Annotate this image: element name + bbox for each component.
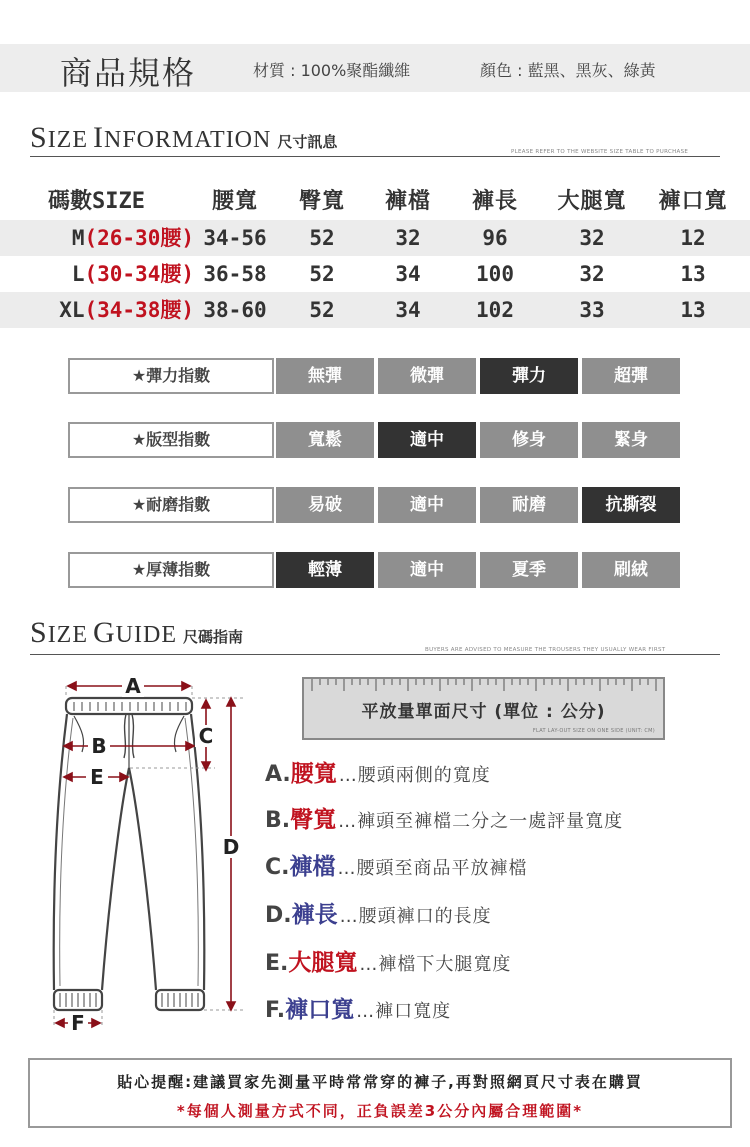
index-row-elasticity [68, 358, 680, 394]
hem-cell: 13 [680, 298, 706, 322]
index-option: 彈力 [480, 358, 578, 394]
index-option: 緊身 [582, 422, 680, 458]
thigh-cell: 32 [579, 262, 605, 286]
ruler-title: 平放量單面尺寸 (單位 : 公分) [361, 702, 606, 722]
index-option: 無彈 [276, 358, 374, 394]
reminder-box [28, 1058, 732, 1128]
header-length: 褲長 [471, 189, 518, 214]
size-guide-cn: 尺碼指南 [183, 628, 244, 646]
header-hem: 褲口寬 [658, 189, 728, 214]
size-guide-divider [30, 654, 720, 655]
length-cell: 100 [476, 262, 514, 286]
trousers-outline [54, 698, 205, 1010]
rise-cell: 32 [395, 226, 421, 250]
ruler-note: FLAT LAY-OUT SIZE ON ONE SIDE (UNIT: CM) [532, 728, 655, 734]
waist-cell: 36-58 [203, 262, 267, 286]
size-information-divider [30, 156, 720, 157]
size-guide-note: BUYERS ARE ADVISED TO MEASURE THE TROUSERS THEY USUALLY WEAR FIRST [425, 647, 666, 653]
letter-e: E [90, 765, 104, 789]
index-option: 夏季 [480, 552, 578, 588]
length-cell: 102 [476, 298, 514, 322]
length-cell: 96 [482, 226, 508, 250]
waist-cell: 34-56 [203, 226, 267, 250]
size-table [0, 184, 750, 328]
index-option: 微彈 [378, 358, 476, 394]
index-option: 適中 [378, 422, 476, 458]
size-guide-title: SIZE GUIDE [30, 616, 177, 649]
letter-c: C [198, 724, 214, 748]
table-row [0, 256, 750, 292]
index-option: 超彈 [582, 358, 680, 394]
rise-cell: 34 [395, 298, 421, 322]
guide-item-f: F.褲口寬 …褲口寬度 [265, 997, 452, 1023]
letter-d: D [222, 835, 240, 859]
index-row-fit [68, 422, 680, 458]
header-thigh: 大腿寬 [557, 189, 627, 214]
index-option: 耐磨 [480, 487, 578, 523]
header-waist: 腰寬 [211, 189, 258, 214]
spec-material: 材質 : 100%聚酯纖維 [253, 61, 411, 80]
trousers-diagram [30, 660, 250, 1040]
table-row [0, 220, 750, 256]
size-cell: XL(34-38腰) [59, 298, 194, 322]
index-label: ★彈力指數 [68, 358, 274, 394]
letter-b: B [91, 734, 107, 758]
hip-cell: 52 [309, 226, 335, 250]
guide-item-c: C.褲檔 …腰頭至商品平放褲檔 [265, 854, 528, 880]
header-size: 碼數SIZE [48, 189, 145, 214]
hip-cell: 52 [309, 262, 335, 286]
size-information-note: PLEASE REFER TO THE WEBSITE SIZE TABLE TO PURCHASE [511, 149, 689, 155]
ruler-ticks [308, 679, 660, 693]
guide-item-d: D.褲長 …腰頭褲口的長度 [265, 902, 492, 928]
index-label: ★厚薄指數 [68, 552, 274, 588]
guide-item-b: B.臀寬 …褲頭至褲檔二分之一處評量寬度 [265, 807, 624, 833]
spec-colors: 顏色 : 藍黑、黑灰、綠黃 [480, 61, 656, 80]
index-row-durability [68, 487, 680, 523]
size-guide-heading [30, 616, 243, 650]
ruler-box [302, 677, 665, 740]
size-cell: L(30-34腰) [71, 262, 194, 286]
size-information-heading [30, 121, 337, 155]
header-hip: 臀寬 [298, 189, 345, 214]
reminder-line-1: 貼心提醒:建議買家先測量平時常常穿的褲子,再對照網頁尺寸表在購買 [117, 1073, 643, 1091]
index-row-thickness [68, 552, 680, 588]
hem-cell: 12 [680, 226, 706, 250]
size-cell: M(26-30腰) [71, 226, 194, 250]
size-information-title: SIZE INFORMATION [30, 121, 272, 154]
table-row [0, 292, 750, 328]
index-option: 修身 [480, 422, 578, 458]
index-label: ★耐磨指數 [68, 487, 274, 523]
index-option: 適中 [378, 552, 476, 588]
index-option: 輕薄 [276, 552, 374, 588]
waist-cell: 38-60 [203, 298, 267, 322]
index-option: 寬鬆 [276, 422, 374, 458]
hip-cell: 52 [309, 298, 335, 322]
hem-cell: 13 [680, 262, 706, 286]
rise-cell: 34 [395, 262, 421, 286]
guide-item-a: A.腰寬 …腰頭兩側的寬度 [265, 761, 491, 787]
letter-f: F [71, 1011, 85, 1035]
index-option: 易破 [276, 487, 374, 523]
index-option: 抗撕裂 [582, 487, 680, 523]
header-rise: 褲檔 [384, 189, 431, 214]
guide-item-e: E.大腿寬 …褲檔下大腿寬度 [265, 950, 512, 976]
letter-a: A [125, 674, 141, 698]
thigh-cell: 33 [579, 298, 605, 322]
index-label: ★版型指數 [68, 422, 274, 458]
size-table-header [0, 184, 750, 220]
spec-title: 商品規格 [60, 54, 197, 92]
spec-banner [0, 44, 750, 92]
thigh-cell: 32 [579, 226, 605, 250]
reminder-line-2: *每個人測量方式不同，正負誤差3公分內屬合理範圍* [176, 1102, 584, 1120]
index-option: 適中 [378, 487, 476, 523]
size-information-cn: 尺寸訊息 [277, 133, 338, 151]
index-option: 刷絨 [582, 552, 680, 588]
